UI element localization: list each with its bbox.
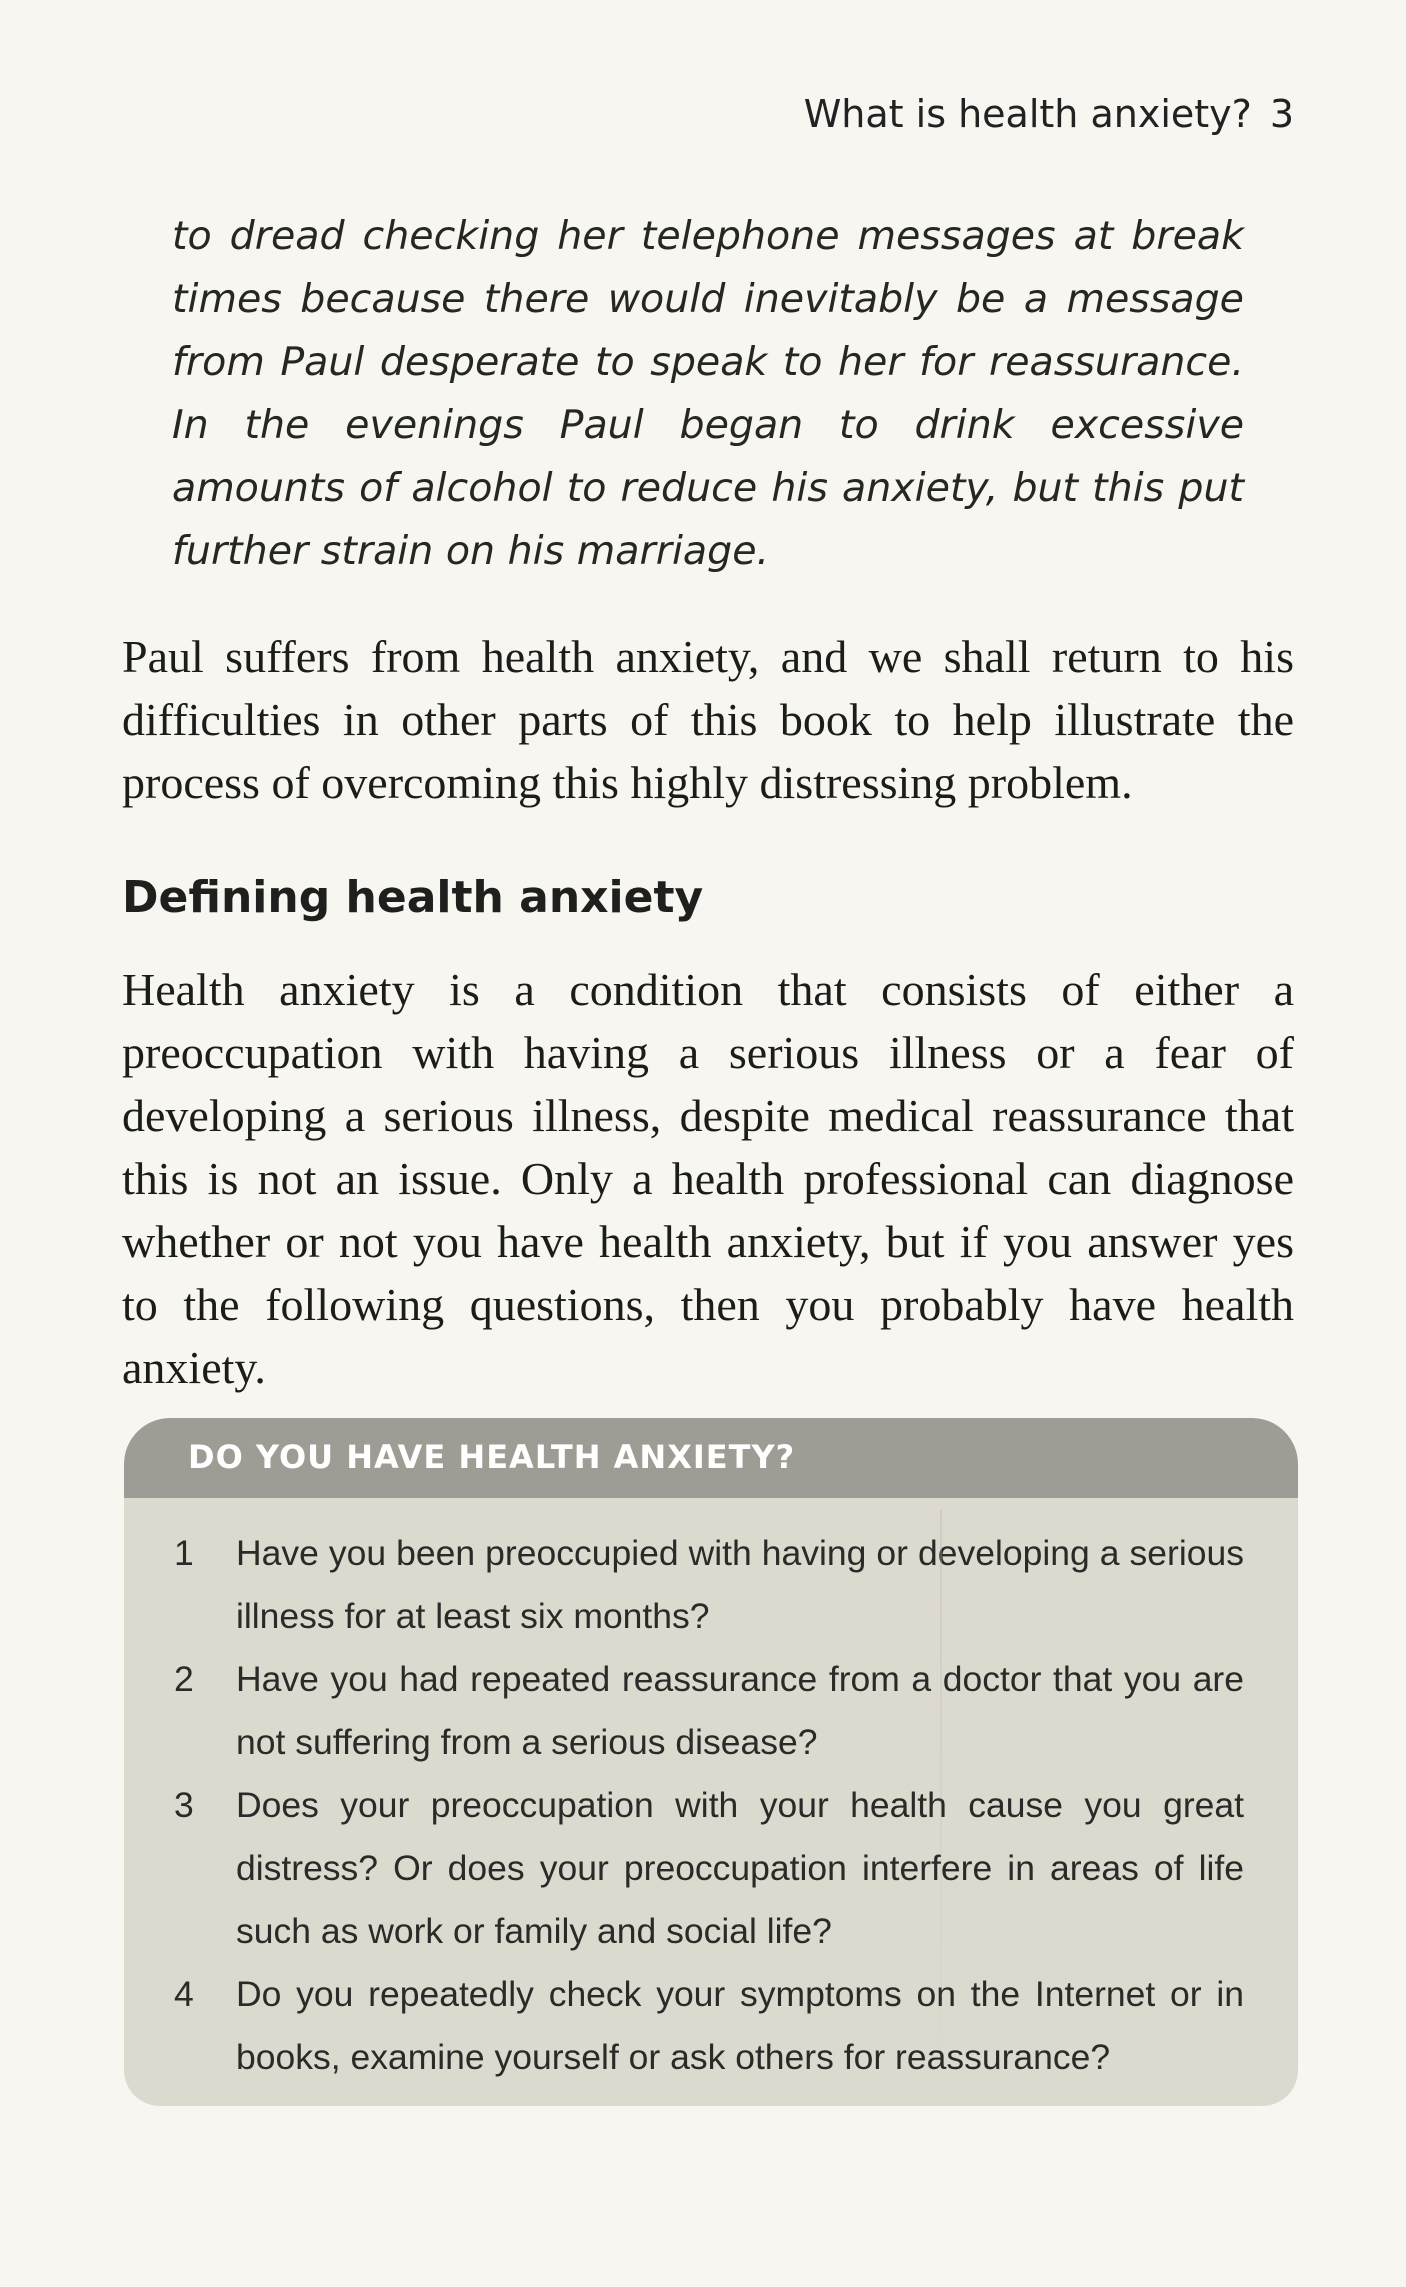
- case-study-text: to dread checking her telephone messages at break times because there would inevitably be a message from Paul desperate to speak to her for reassurance. In the evenings Paul began to drink excessive amounts of alcohol to reduce his anxiety, but this put further strain on his marriage.: [172, 213, 1244, 574]
- question-item: [124, 1522, 1298, 1648]
- question-list: [124, 1522, 1298, 2089]
- question-number: 2: [174, 1659, 194, 1699]
- questionnaire-box: [124, 1418, 1298, 2106]
- question-item: [124, 1648, 1298, 1774]
- question-number: 3: [174, 1785, 194, 1825]
- question-text: Have you had repeated reassurance from a doctor that you are not suffering from a serious disease?: [236, 1659, 1244, 1762]
- intro-paragraph: Paul suffers from health anxiety, and we shall return to his difficulties in other parts of this book to help illustrate the process of overcoming this highly distressing problem.: [122, 631, 1294, 808]
- question-number: 4: [174, 1974, 194, 2014]
- question-text: Does your preoccupation with your health cause you great distress? Or does your preoccupation interfere in areas of life such as work or family and social life?: [236, 1785, 1244, 1951]
- question-text: Have you been preoccupied with having or developing a serious illness for at least six months?: [236, 1533, 1244, 1636]
- questionnaire-header: [124, 1418, 1298, 1498]
- definition-paragraph: Health anxiety is a condition that consists of either a preoccupation with having a serious illness or a fear of developing a serious illness, despite medical reassurance that this is not an issue. Only a health professional can diagnose whether or not you have health anxiety, but if you answer yes to the following questions, then you probably have health anxiety.: [122, 964, 1294, 1393]
- running-head-title: What is health anxiety?: [803, 92, 1252, 136]
- question-item: [124, 1963, 1298, 2089]
- running-head: [804, 92, 1294, 136]
- questionnaire-title: DO YOU HAVE HEALTH ANXIETY?: [188, 1438, 796, 1476]
- page-crease: [940, 1510, 942, 2100]
- question-number: 1: [174, 1533, 194, 1573]
- section-heading: Defining health anxiety: [122, 872, 704, 923]
- question-item: [124, 1774, 1298, 1963]
- page-number: 3: [1269, 92, 1294, 136]
- question-text: Do you repeatedly check your symptoms on the Internet or in books, examine yourself or ask others for reassurance?: [236, 1974, 1244, 2077]
